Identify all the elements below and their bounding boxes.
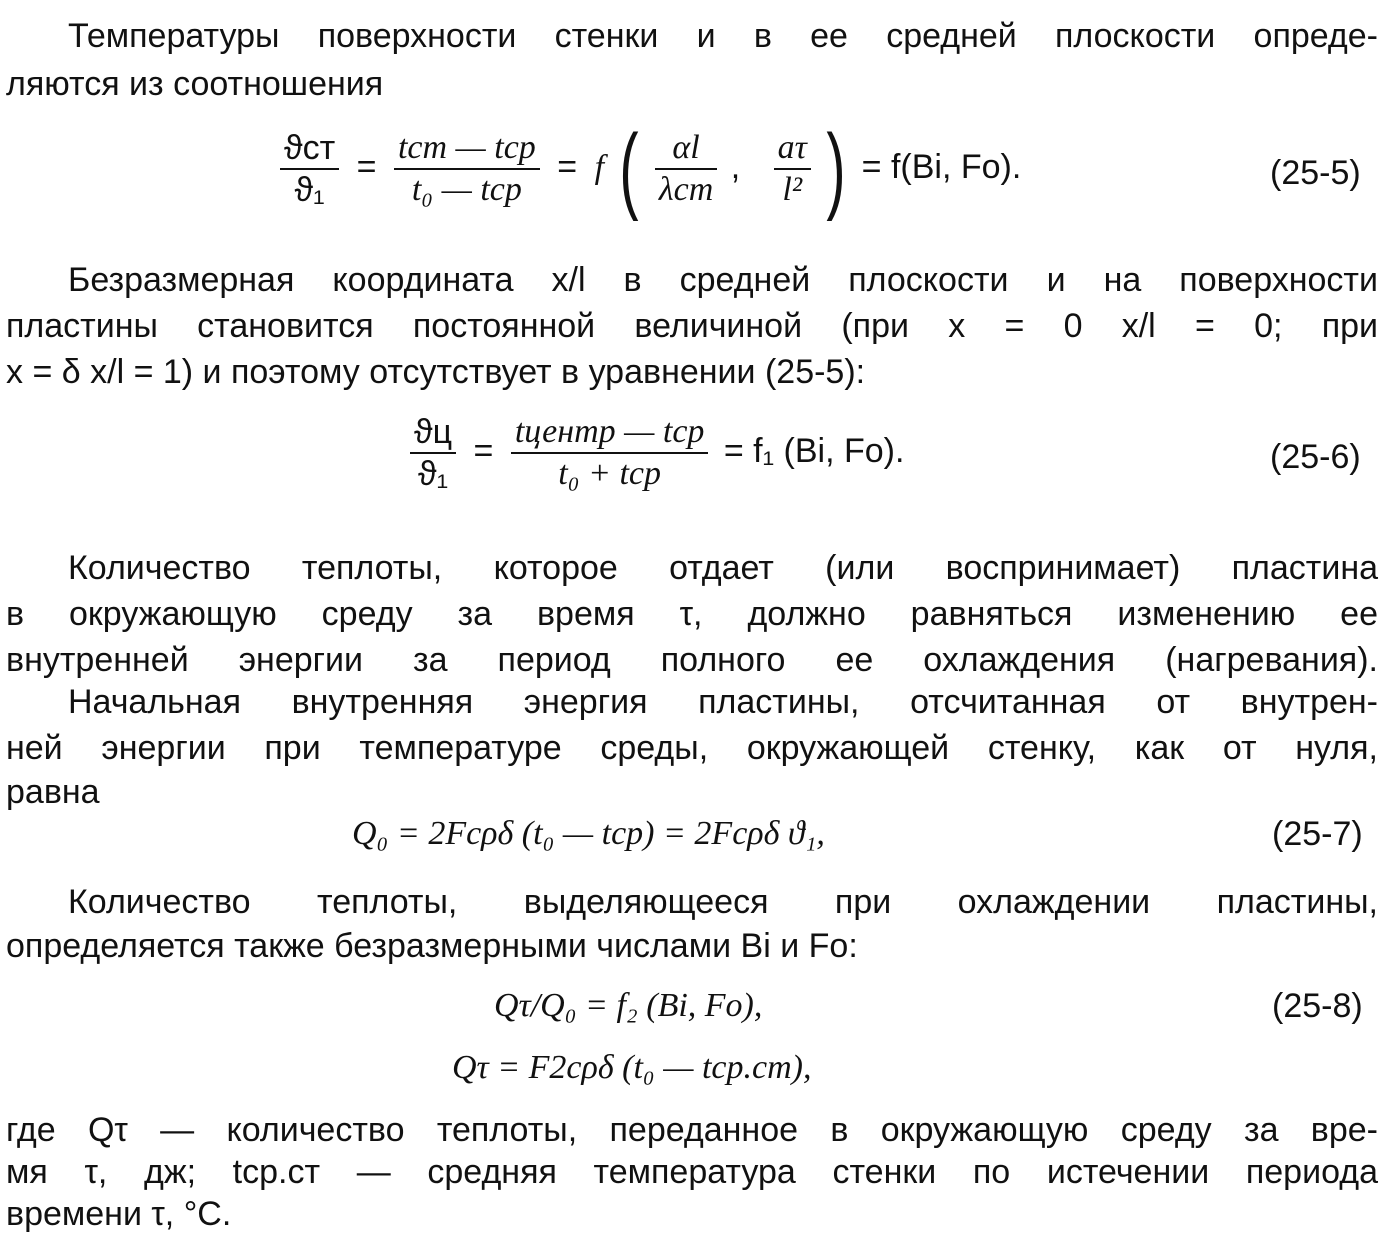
eq-25-5-fourier-numerator: aτ: [774, 128, 811, 170]
paragraph-1-line-2: ляются из соотношения: [6, 65, 384, 103]
eq-25-6-lhs-numerator: ϑц: [410, 412, 456, 454]
paragraph-6-line-2: мя τ, дж; tср.ст — средняя температура стенки по истечении периода: [6, 1153, 1378, 1191]
eq-25-6-temperature-denominator: t₀ + tср: [558, 455, 661, 492]
eq-25-5-biot-denominator: λст: [658, 171, 714, 208]
paragraph-6-line-1: где Qτ — количество теплоты, переданное в окружающую среду за вре-: [6, 1111, 1378, 1149]
equation-25-5-body: [280, 115, 1022, 222]
eq-25-5-fourier-denominator: l²: [782, 171, 803, 208]
paragraph-5-line-1: Количество теплоты, выделяющееся при охлаждении пластины,: [68, 883, 1378, 921]
eq-25-5-lhs-denominator: ϑ₁: [294, 171, 325, 209]
equation-25-6: [0, 412, 1394, 512]
left-paren: (: [619, 115, 640, 222]
right-paren: ): [826, 115, 846, 222]
equals-sign: =: [557, 147, 578, 186]
equation-number-25-6: (25-6): [1270, 438, 1361, 476]
function-f: f: [594, 148, 605, 186]
eq-25-5-lhs-fraction: [280, 128, 339, 210]
paragraph-4-line-2: ней энергии при температуре среды, окружающей стенку, как от нуля,: [6, 729, 1378, 767]
paragraph-3-line-2: в окружающую среду за время τ, должно равняться изменению ее: [6, 595, 1378, 633]
equals-sign: =: [473, 431, 494, 470]
paragraph-1-line-1: Температуры поверхности стенки и в ее средней плоскости опреде-: [68, 17, 1378, 55]
paragraph-3-line-3: внутренней энергии за период полного ее охлаждения (нагревания).: [6, 641, 1378, 679]
eq-25-5-rhs: = f(Bi, Fo).: [861, 147, 1022, 186]
eq-25-5-biot-numerator: αl: [655, 128, 717, 170]
eq-25-6-temperature-fraction: [511, 412, 709, 494]
paragraph-6-line-3: времени τ, °С.: [6, 1195, 232, 1233]
paragraph-2-line-3: x = δ x/l = 1) и поэтому отсутствует в уравнении (25-5):: [6, 353, 866, 391]
paragraph-2-line-2: пластины становится постоянной величиной (при x = 0 x/l = 0; при: [6, 307, 1378, 345]
equation-number-25-8: (25-8): [1272, 987, 1363, 1025]
eq-25-5-fourier-fraction: [774, 128, 811, 210]
eq-25-5-lhs-numerator: ϑст: [280, 128, 339, 170]
equation-25-5: [0, 115, 1394, 228]
equation-25-6-body: [410, 412, 904, 494]
equation-number-25-7: (25-7): [1272, 815, 1363, 853]
argument-comma: ,: [730, 147, 741, 186]
equation-25-8: Qτ/Q₀ = f₂ (Bi, Fo),: [494, 987, 763, 1024]
eq-25-6-rhs: = f₁ (Bi, Fo).: [723, 431, 905, 470]
eq-25-6-lhs-denominator: ϑ₁: [418, 455, 449, 493]
eq-25-5-temperature-denominator: t₀ — tср: [411, 171, 522, 208]
eq-25-5-biot-fraction: [655, 128, 717, 210]
equals-sign: =: [356, 147, 377, 186]
eq-25-6-lhs-fraction: [410, 412, 456, 494]
eq-25-5-temperature-fraction: [394, 128, 540, 210]
paragraph-5-line-2: определяется также безразмерными числами Bi и Fo:: [6, 927, 858, 965]
eq-25-5-temperature-numerator: tст — tср: [394, 128, 540, 170]
equation-25-7: Q₀ = 2Fcρδ (t₀ — tср) = 2Fcρδ ϑ₁,: [352, 815, 825, 852]
paragraph-2-line-1: Безразмерная координата x/l в средней плоскости и на поверхности: [68, 261, 1378, 299]
equation-q-tau: Qτ = F2cρδ (t₀ — tср.ст),: [452, 1049, 812, 1086]
paragraph-3-line-1: Количество теплоты, которое отдает (или воспринимает) пластина: [68, 549, 1378, 587]
paragraph-4-line-3: равна: [6, 773, 100, 811]
equation-number-25-5: (25-5): [1270, 154, 1361, 192]
paragraph-4-line-1: Начальная внутренняя энергия пластины, отсчитанная от внутрен-: [68, 683, 1378, 721]
eq-25-6-temperature-numerator: tцентр — tср: [511, 412, 709, 454]
